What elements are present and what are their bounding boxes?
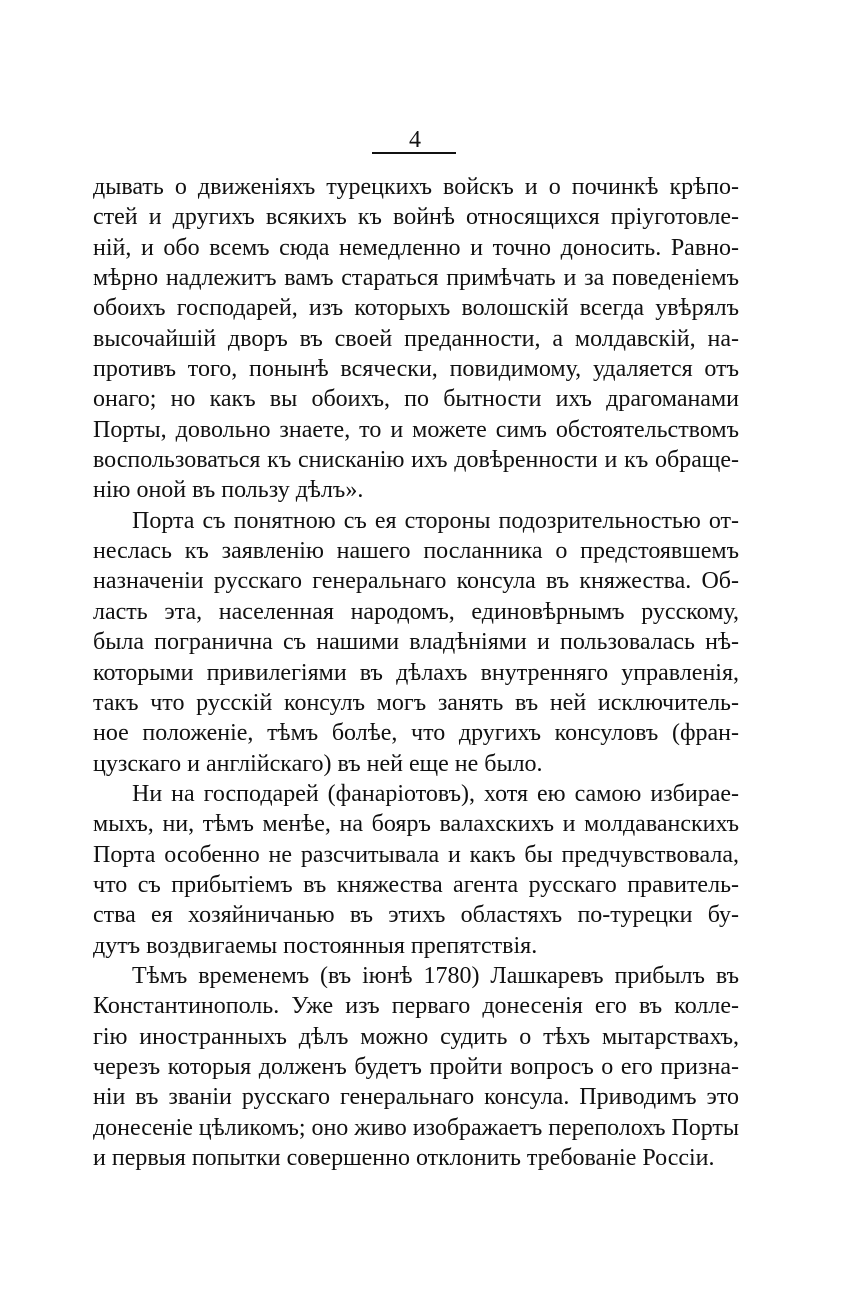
text-line: Порты, довольно знаете, то и можете симъ обстоятельствомъ bbox=[93, 416, 739, 443]
text-line: нiй, и обо всемъ сюда немедленно и точно доносить. Равно- bbox=[93, 234, 739, 261]
text-line: Константинополь. Уже изъ перваго донесенiя его въ колле- bbox=[93, 993, 739, 1020]
paragraph bbox=[93, 779, 739, 961]
text-line: что съ прибытiемъ въ княжества агента русскаго правитель- bbox=[93, 871, 739, 898]
text-line: нiю оной въ пользу дѣлъ». bbox=[93, 477, 364, 504]
text-line: нiи въ званiи русскаго генеральнаго консула. Приводимъ это bbox=[93, 1084, 739, 1111]
page-number: 4 bbox=[409, 127, 421, 153]
paragraph bbox=[93, 506, 739, 779]
text-line: Порта съ понятною съ ея стороны подозрительностью от- bbox=[132, 507, 739, 534]
body-text bbox=[93, 172, 739, 1173]
header-rule bbox=[372, 152, 456, 154]
text-line: высочайшiй дворъ въ своей преданности, а молдавскiй, на- bbox=[93, 325, 739, 352]
text-line: черезъ которыя долженъ будетъ пройти вопросъ о его призна- bbox=[93, 1053, 739, 1080]
text-line: ства ея хозяйничанью въ этихъ областяхъ по-турецки бу- bbox=[93, 902, 739, 929]
text-line: мѣрно надлежитъ вамъ стараться примѣчать и за поведенiемъ bbox=[93, 265, 739, 292]
text-line: которыми привилегiями въ дѣлахъ внутренняго управленiя, bbox=[93, 659, 739, 686]
text-line: мыхъ, ни, тѣмъ менѣе, на бояръ валахскихъ и молдаванскихъ bbox=[93, 811, 739, 838]
text-line: гiю иностранныхъ дѣлъ можно судить о тѣхъ мытарствахъ, bbox=[93, 1023, 739, 1050]
text-line: обоихъ господарей, изъ которыхъ волошскiй всегда увѣрялъ bbox=[93, 295, 739, 322]
paragraph bbox=[93, 172, 739, 506]
text-line: была погранична съ нашими владѣнiями и пользовалась нѣ- bbox=[93, 629, 739, 656]
text-line: Порта особенно не разсчитывала и какъ бы предчувствовала, bbox=[93, 841, 739, 868]
text-line: назначенiи русскаго генеральнаго консула въ княжества. Об- bbox=[93, 568, 739, 595]
text-line: дутъ воздвигаемы постоянныя препятствiя. bbox=[93, 932, 538, 959]
text-line: такъ что русскiй консулъ могъ занять въ ней исключитель- bbox=[93, 689, 739, 716]
paragraph bbox=[93, 961, 739, 1173]
text-line: донесенiе цѣликомъ; оно живо изображаетъ переполохъ Порты bbox=[93, 1114, 739, 1141]
text-line: стей и другихъ всякихъ къ войнѣ относящихся прiуготовле- bbox=[93, 204, 739, 231]
text-line: Ни на господарей (фанарiотовъ), хотя ею самою избирае- bbox=[132, 780, 739, 807]
text-line: воспользоваться къ снисканiю ихъ довѣренности и къ обраще- bbox=[93, 447, 739, 474]
text-line: неслась къ заявленiю нашего посланника о предстоявшемъ bbox=[93, 538, 739, 565]
text-line: Тѣмъ временемъ (въ iюнѣ 1780) Лашкаревъ прибылъ въ bbox=[132, 962, 739, 989]
text-line: ласть эта, населенная народомъ, единовѣрнымъ русскому, bbox=[93, 598, 739, 625]
text-line: онаго; но какъ вы обоихъ, по бытности ихъ драгоманами bbox=[93, 386, 739, 413]
text-line: ное положенiе, тѣмъ болѣе, что другихъ консуловъ (фран- bbox=[93, 720, 739, 747]
text-line: цузскаго и англiйскаго) въ ней еще не было. bbox=[93, 750, 543, 777]
text-line: дывать о движенiяхъ турецкихъ войскъ и о починкѣ крѣпо- bbox=[93, 174, 739, 200]
text-line: противъ того, понынѣ всячески, повидимому, удаляется отъ bbox=[93, 356, 739, 383]
text-line: и первыя попытки совершенно отклонить требованiе Россiи. bbox=[93, 1145, 715, 1171]
